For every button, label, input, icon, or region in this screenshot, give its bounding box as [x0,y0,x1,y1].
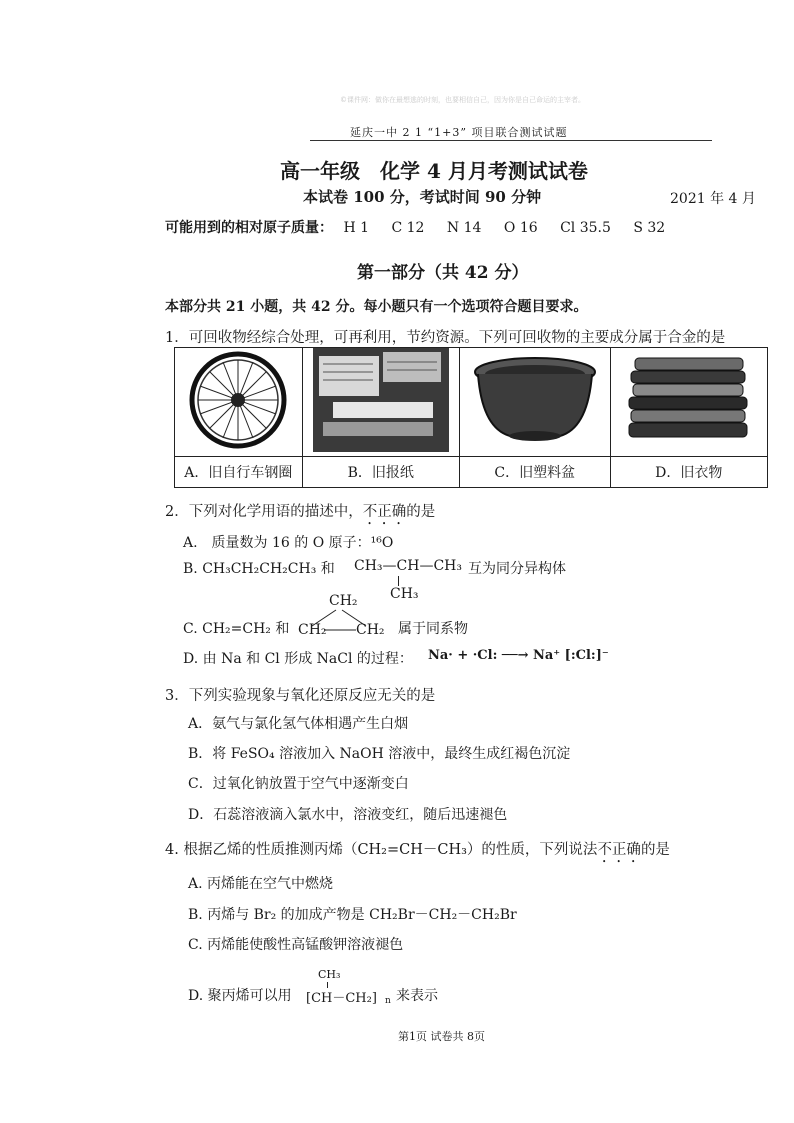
newspaper-stack-icon [313,348,449,452]
atomic-mass-item: N 14 [446,220,482,236]
nacl-formation-equation: Na· + ·Cl: ──→ Na⁺ [:Cl:]⁻ [428,648,609,663]
q4-stem [165,838,670,866]
q3-option-b: B．将 FeSO₄ 溶液加入 NaOH 溶液中，最终生成红褐色沉淀 [188,746,571,762]
q2-option-a-symbol: ¹⁶O [370,535,394,551]
q4-option-c: C. 丙烯能使酸性高锰酸钾溶液褪色 [188,937,404,953]
atomic-mass-item: H 1 [343,220,370,236]
polypropylene-methyl: CH₃ [318,968,341,981]
atomic-mass-item: Cl 35.5 [560,220,611,236]
exam-subtitle: 本试卷 100 分，考试时间 90 分钟 [303,188,542,206]
q2-stem-emphasis: 不正确 [362,504,407,520]
q2-option-c-end: 属于同系物 [398,621,468,637]
q3-option-a: A．氨气与氯化氢气体相遇产生白烟 [188,716,409,732]
q4-option-d: D. 聚丙烯可以用 [188,988,292,1004]
q1-image-a [175,348,303,457]
q2-option-b [183,558,335,578]
header-band: 延庆一中 2 1 “1+3” 项目联合测试试题 [350,126,568,139]
q3-option-d: D．石蕊溶液滴入氯水中，溶液变红，随后迅速褪色 [188,807,508,823]
q1-image-c [460,348,611,457]
q3-stem: 3．下列实验现象与氧化还原反应无关的是 [165,688,436,704]
cyclopropane-left: CH₂ [298,622,327,638]
q4-stem-end: 的是 [640,842,670,858]
q2-stem [165,500,435,528]
q4-stem-text: 4. 根据乙烯的性质推测丙烯（CH₂=CH－CH₃）的性质，下列说法 [165,842,598,858]
cyclopropane-top: CH₂ [329,593,358,609]
isobutane-main-chain: CH₃—CH—CH₃ [354,558,462,574]
q2-option-b-structure [354,558,462,602]
header-divider [310,140,712,141]
q1-image-d [610,348,767,457]
q1-option-a: A．旧自行车钢圈 [175,457,303,488]
q3-option-c: C．过氧化钠放置于空气中逐渐变白 [188,776,409,792]
q1-option-b: B．旧报纸 [302,457,459,488]
q4-option-a: A. 丙烯能在空气中燃烧 [188,876,334,892]
isobutane-branch: CH₃ [390,586,419,602]
atomic-mass-item: S 32 [633,220,666,236]
isobutane-bond [398,576,399,586]
folded-clothes-icon [621,348,757,452]
page-title: 高一年级 化学 4 月月考测试试卷 [280,159,588,183]
part-title: 第一部分（共 42 分） [357,263,529,283]
cyclopropane-right: CH₂ [356,622,385,638]
q4-option-d-end: 来表示 [396,988,438,1004]
watermark-text: ©课件网：做你在最想逃的时刻，也要相信自己，因为你是自己命运的主宰者。 [340,96,585,104]
bicycle-wheel-icon [183,350,293,450]
q2-stem-text: 2．下列对化学用语的描述中， [165,504,363,520]
q2-option-c: C. CH₂=CH₂ 和 [183,621,290,637]
q4-stem-emphasis: 不正确 [597,842,641,858]
q2-option-a-text: A. 质量数为 16 的 O 原子： [183,535,371,551]
atomic-mass-item: O 16 [503,220,538,236]
q2-option-d: D. 由 Na 和 Cl 形成 NaCl 的过程： [183,651,413,667]
q1-image-b [302,348,459,457]
q2-option-b-end: 互为同分异构体 [468,561,566,577]
polypropylene-n: n [385,996,391,1006]
q1-option-c: C．旧塑料盆 [460,457,611,488]
q1-stem: 1．可回收物经综合处理，可再利用，节约资源。下列可回收物的主要成分属于合金的是 [165,330,726,346]
exam-date: 2021 年 4 月 [670,191,756,207]
q1-image-table [174,347,768,488]
q4-option-b: B. 丙烯与 Br₂ 的加成产物是 CH₂Br－CH₂－CH₂Br [188,907,517,923]
part-description: 本部分共 21 小题，共 42 分。每小题只有一个选项符合题目要求。 [165,299,588,315]
q2-stem-end: 的是 [406,504,436,520]
q1-option-d: D．旧衣物 [610,457,767,488]
q2-option-a [183,532,393,552]
atomic-masses-label: 可能用到的相对原子质量： [165,220,333,236]
plastic-basin-icon [470,350,600,450]
atomic-masses [165,217,683,237]
atomic-mass-item: C 12 [391,220,425,236]
polypropylene-repeat-unit: [CH－CH₂] [306,991,377,1006]
page-footer: 第1页 试卷共 8页 [398,1030,485,1043]
q2-option-b-text: B. CH₃CH₂CH₂CH₃ 和 [183,561,335,577]
